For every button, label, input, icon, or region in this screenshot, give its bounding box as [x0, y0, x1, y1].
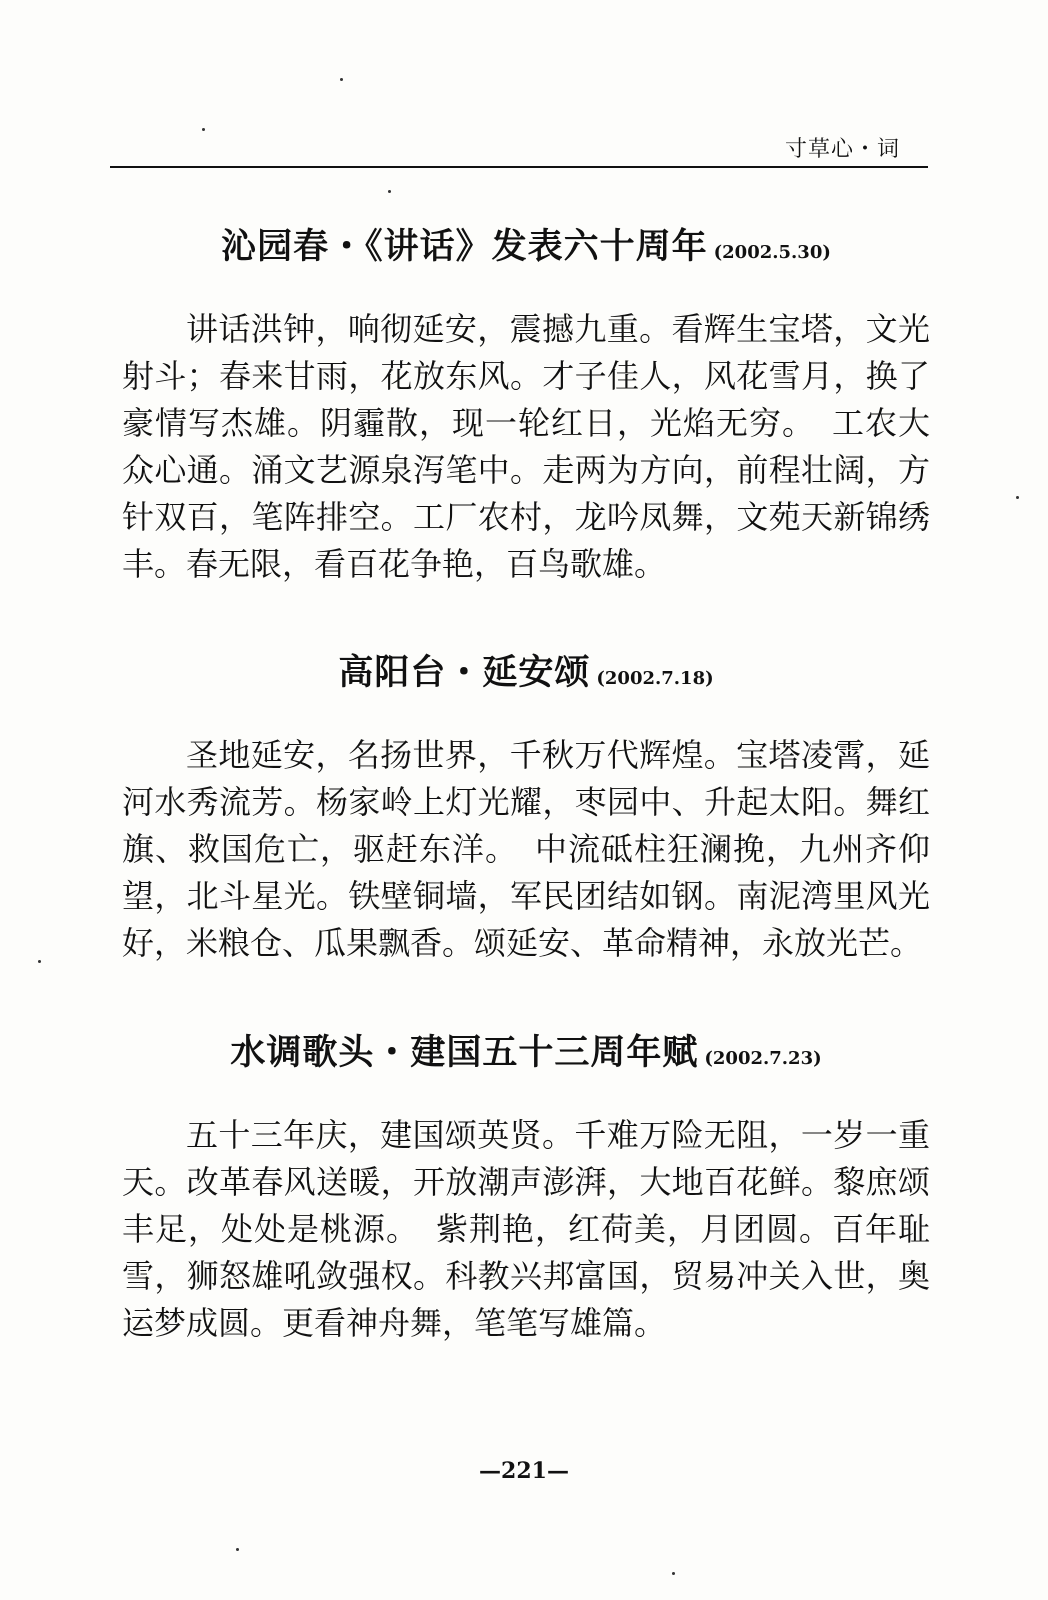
poem-body: 圣地延安，名扬世界，千秋万代辉煌。宝塔凌霄，延河水秀流芳。杨家岭上灯光耀，枣园中、升起太阳。舞红旗、救国危亡，驱赶东洋。 中流砥柱狂澜挽，九州齐仰望，北斗星光。铁壁铜墙，军民团结如钢。南泥湾里风光好，米粮仓、瓜果飘香。颂延安、革命精神，永放光芒。: [122, 736, 930, 962]
poem-title-text: 水调歌头・建国五十三周年赋: [230, 1033, 699, 1073]
poem-date: (2002.7.18): [596, 668, 714, 689]
scan-speck: [202, 128, 205, 131]
scan-speck: [388, 190, 391, 193]
poem-title-text: 沁园春・《讲话》发表六十周年: [221, 227, 708, 267]
poem-title-text: 高阳台・延安颂: [338, 653, 591, 693]
running-header-title: 寸草心・词: [784, 137, 900, 162]
poem-date: (2002.5.30): [713, 242, 831, 263]
poem-body: 五十三年庆，建国颂英贤。千难万险无阻，一岁一重天。改革春风送暖，开放潮声澎湃，大地百花鲜。黎庶颂丰足，处处是桃源。 紫荆艳，红荷美，月团圆。百年耻雪，狮怒雄吼敛强权。科教兴邦富国，贸易冲关入世，奥运梦成圆。更看神舟舞，笔笔写雄篇。: [122, 1116, 930, 1342]
poem-qinyuanchun: [122, 222, 930, 620]
poem-title: [122, 1028, 930, 1084]
scan-speck: [1016, 496, 1019, 499]
header-rule: [110, 166, 928, 168]
poem-gaoyangtai: [122, 648, 930, 999]
poem-title: [122, 648, 930, 704]
scan-speck: [38, 960, 41, 963]
poem-body: 讲话洪钟，响彻延安，震撼九重。看辉生宝塔，文光射斗；春来甘雨，花放东风。才子佳人，风花雪月，换了豪情写杰雄。阴霾散，现一轮红日，光焰无穷。 工农大众心通。涌文艺源泉泻笔中。走两为方向，前程壮阔，方针双百，笔阵排空。工厂农村，龙吟凤舞，文苑天新锦绣丰。春无限，看百花争艳，百鸟歌雄。: [122, 310, 930, 583]
poem-title: [122, 222, 930, 278]
scan-speck: [672, 1572, 675, 1575]
scan-speck: [340, 78, 343, 81]
poem-date: (2002.7.23): [704, 1048, 822, 1069]
scan-speck: [236, 1548, 239, 1551]
running-header: [110, 128, 928, 168]
poem-shuidiaogetou: [122, 1028, 930, 1379]
page-number: —221—: [479, 1458, 569, 1484]
